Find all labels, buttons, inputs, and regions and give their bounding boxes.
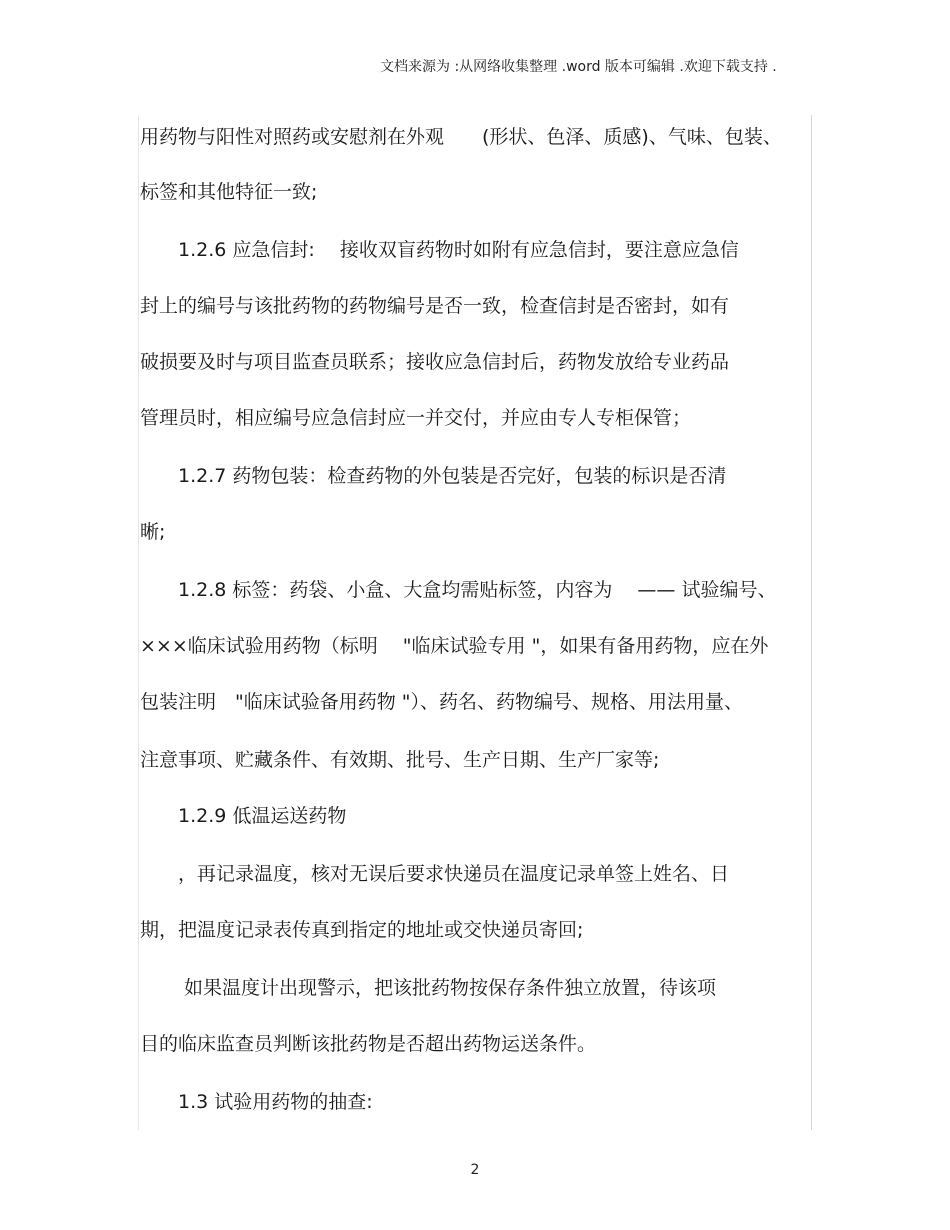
text-line: 封上的编号与该批药物的药物编号是否一致，检查信封是否密封，如有: [140, 295, 730, 317]
text-line: 晰;: [140, 521, 166, 543]
text-line: 1.3 试验用药物的抽查:: [140, 1091, 373, 1113]
text-line: 注意事项、贮藏条件、有效期、批号、生产日期、生产厂家等;: [140, 749, 660, 771]
text-line: 1.2.6 应急信封: 接收双盲药物时如附有应急信封，要注意应急信: [140, 239, 739, 261]
text-line: 1.2.9 低温运送药物: [140, 805, 347, 827]
text-line: ，再记录温度，核对无误后要求快递员在温度记录单签上姓名、日: [140, 863, 730, 885]
text-line: 1.2.8 标签：药袋、小盒、大盒均需贴标签，内容为 —— 试验编号、: [140, 579, 777, 601]
text-line: 标签和其他特征一致;: [140, 181, 318, 203]
text-line: 包装注明 "临床试验备用药物 "）、药名、药物编号、规格、用法用量、: [140, 691, 744, 713]
text-line: 用药物与阳性对照药或安慰剂在外观 (形状、色泽、质感)、气味、包装、: [140, 126, 782, 148]
text-line: 目的临床监查员判断该批药物是否超出药物运送条件。: [140, 1033, 597, 1055]
page-number: 2: [470, 1162, 480, 1178]
text-line: 期，把温度记录表传真到指定的地址或交快递员寄回;: [140, 919, 584, 941]
text-line: 1.2.7 药物包装：检查药物的外包装是否完好，包装的标识是否清: [140, 465, 727, 487]
text-line: ×××临床试验用药物（标明 "临床试验专用 "，如果有备用药物，应在外: [140, 635, 769, 657]
text-line: 破损要及时与项目监查员联系；接收应急信封后，药物发放给专业药品: [140, 351, 730, 373]
text-line: 如果温度计出现警示，把该批药物按保存条件独立放置，待该项: [140, 977, 717, 999]
source-note: 文档来源为 :从网络收集整理 .word 版本可编辑 .欢迎下载支持 .: [380, 59, 777, 75]
text-line: 管理员时，相应编号应急信封应一并交付，并应由专人专柜保管；: [140, 407, 692, 429]
